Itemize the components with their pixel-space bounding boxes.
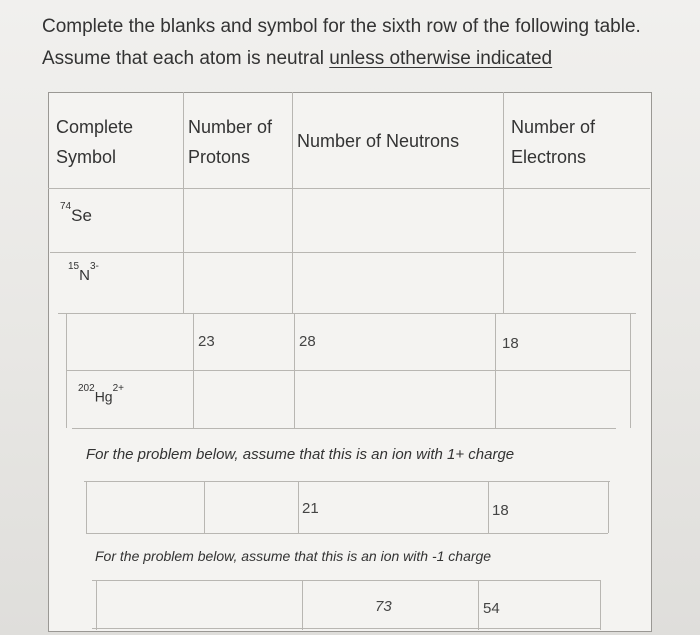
header-complete-symbol: [56, 112, 133, 172]
table-col-divider: [298, 481, 299, 533]
header-text: Electrons: [511, 147, 587, 167]
symbol-nitride: [68, 261, 99, 284]
table-row-divider: [50, 252, 636, 253]
note-minus-charge: For the problem below, assume that this is an ion with -1 charge: [95, 548, 492, 564]
table-col-divider: [495, 313, 496, 428]
symbol-mercury-ion: [78, 383, 124, 405]
table-col-divider: [478, 580, 479, 630]
electrons-value: 54: [483, 600, 500, 617]
neutrons-value: 21: [302, 500, 319, 517]
ion-charge: 3-: [89, 261, 99, 272]
table-row-divider: [48, 188, 650, 189]
note-plus-charge: For the problem below, assume that this is an ion with 1+ charge: [86, 446, 515, 463]
header-text: Symbol: [56, 147, 117, 167]
table-col-divider: [503, 92, 504, 313]
symbol-selenium: [60, 201, 92, 226]
table-col-divider: [488, 481, 489, 533]
header-text: Complete: [56, 117, 134, 137]
table-col-divider: [608, 481, 609, 533]
table-col-divider: [600, 580, 601, 630]
electrons-value: 18: [492, 502, 509, 519]
table-col-divider: [204, 481, 205, 533]
table-col-divider: [292, 92, 293, 313]
table-col-divider: [294, 313, 295, 428]
element-symbol: Hg: [94, 388, 113, 405]
header-text: Protons: [188, 147, 251, 167]
header-protons: [188, 112, 272, 172]
table-col-divider: [183, 92, 184, 313]
instruction-line-2-text: Assume that each atom is neutral: [42, 48, 330, 69]
ion-charge: 2+: [112, 383, 124, 394]
table-row-divider: [86, 533, 608, 534]
table-row-divider: [66, 370, 630, 371]
table-row-divider: [72, 428, 616, 429]
mass-number: 74: [60, 201, 72, 213]
element-symbol: N: [79, 267, 90, 284]
table-col-divider: [66, 313, 67, 428]
table-col-divider: [96, 580, 97, 630]
neutrons-value: 73: [375, 598, 392, 615]
electrons-value: 18: [502, 335, 519, 352]
mass-number: 15: [68, 261, 80, 272]
table-col-divider: [302, 580, 303, 630]
header-text: Number of: [188, 117, 273, 137]
neutrons-value: 28: [299, 333, 316, 350]
header-neutrons: Number of Neutrons: [297, 131, 460, 151]
table-row-divider: [58, 313, 636, 314]
instruction-line-2: [42, 48, 552, 70]
table-col-divider: [193, 313, 194, 428]
table-col-divider: [630, 313, 631, 428]
mass-number: 202: [78, 383, 95, 394]
instruction-underlined-text: unless otherwise indicated: [329, 48, 553, 69]
header-text: Number of: [511, 117, 596, 137]
table-col-divider: [86, 481, 87, 533]
header-electrons: [511, 112, 595, 172]
table-row-divider: [92, 628, 600, 629]
element-symbol: Se: [71, 206, 92, 225]
table-row-divider: [92, 580, 600, 581]
protons-value: 23: [198, 333, 215, 350]
instruction-line-1: Complete the blanks and symbol for the sixth row of the following table.: [42, 16, 641, 37]
table-row-divider: [84, 481, 610, 482]
